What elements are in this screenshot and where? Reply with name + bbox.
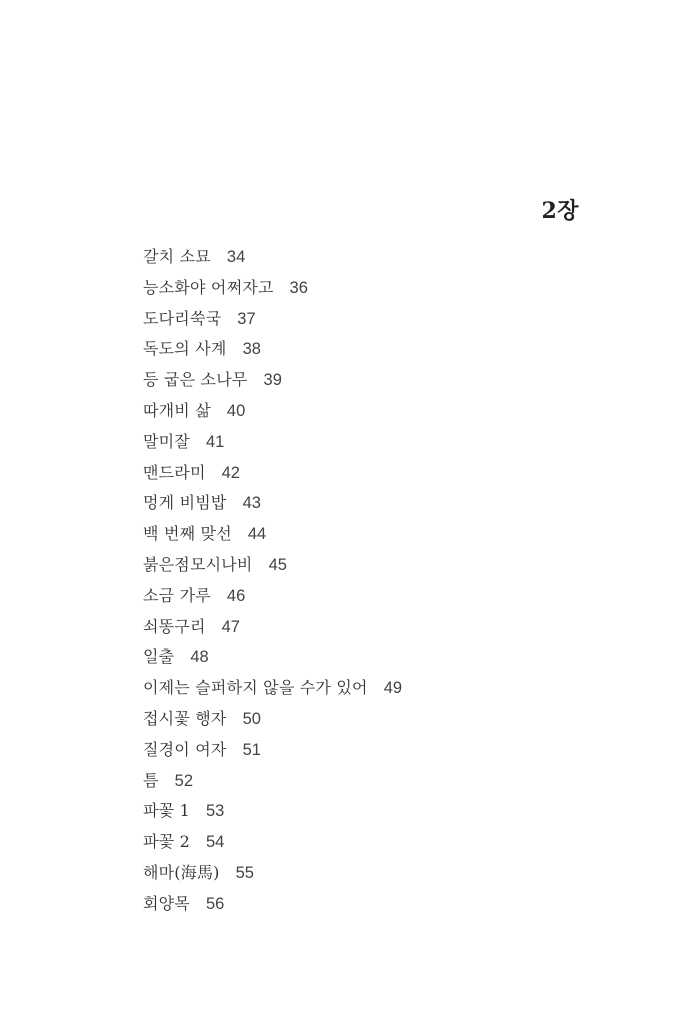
- toc-entry: [143, 766, 402, 797]
- toc-entry-title: 이제는 슬퍼하지 않을 수가 있어: [143, 678, 368, 698]
- toc-entry-title: 맨드라미: [143, 462, 206, 482]
- toc-entry-title: 쇠똥구리: [143, 616, 206, 636]
- table-of-contents: [143, 242, 402, 920]
- toc-entry: [143, 889, 402, 920]
- toc-entry-title: 붉은점모시나비: [143, 554, 253, 574]
- toc-entry-title: 멍게 비빔밥: [143, 493, 227, 513]
- toc-entry: [143, 642, 402, 673]
- toc-entry: [143, 796, 402, 827]
- toc-entry-page: 38: [242, 340, 261, 359]
- toc-entry-title: 독도의 사계: [143, 339, 227, 359]
- toc-entry: [143, 612, 402, 643]
- toc-entry: [143, 334, 402, 365]
- toc-entry-page: 51: [242, 740, 261, 759]
- toc-entry-page: 39: [263, 371, 282, 390]
- toc-entry: [143, 458, 402, 489]
- toc-entry-title: 해마(海馬): [143, 862, 220, 882]
- toc-entry-title: 말미잘: [143, 431, 190, 451]
- toc-entry-title: 회양목: [143, 893, 190, 913]
- toc-entry-page: 48: [190, 648, 209, 667]
- toc-entry: [143, 858, 402, 889]
- toc-entry-page: 36: [289, 278, 308, 297]
- toc-entry-page: 42: [221, 463, 240, 482]
- toc-entry-title: 백 번째 맞선: [143, 524, 232, 544]
- toc-entry-title: 도다리쑥국: [143, 308, 222, 328]
- toc-entry-title: 파꽃 2: [143, 832, 190, 852]
- toc-entry-page: 44: [247, 525, 267, 544]
- toc-entry-title: 따개비 삶: [143, 400, 211, 420]
- toc-entry-page: 46: [226, 586, 246, 605]
- toc-entry-page: 47: [221, 617, 240, 636]
- toc-entry-page: 52: [174, 771, 194, 790]
- toc-entry-page: 45: [268, 555, 287, 574]
- toc-entry-title: 틈: [143, 770, 159, 790]
- toc-entry-page: 40: [226, 401, 246, 420]
- toc-entry-title: 소금 가루: [143, 585, 211, 605]
- toc-entry: [143, 488, 402, 519]
- toc-entry-page: 55: [235, 863, 254, 882]
- toc-entry-page: 43: [242, 494, 261, 513]
- toc-entry-page: 54: [205, 833, 225, 852]
- toc-entry: [143, 735, 402, 766]
- toc-entry-page: 49: [383, 679, 403, 698]
- toc-entry: [143, 273, 402, 304]
- toc-entry: [143, 519, 402, 550]
- toc-entry-page: 34: [226, 248, 246, 266]
- toc-entry-title: 파꽃 1: [143, 801, 190, 821]
- toc-entry: [143, 581, 402, 612]
- toc-entry: [143, 704, 402, 735]
- toc-entry-page: 53: [205, 802, 225, 821]
- toc-entry-page: 37: [237, 309, 256, 328]
- toc-entry: [143, 827, 402, 858]
- toc-entry: [143, 304, 402, 335]
- chapter-title: 2장: [541, 198, 579, 224]
- toc-entry-title: 접시꽃 행자: [143, 708, 227, 728]
- toc-entry: [143, 427, 402, 458]
- toc-entry-title: 등 굽은 소나무: [143, 370, 248, 390]
- toc-entry-title: 일출: [143, 647, 175, 667]
- toc-entry: [143, 550, 402, 581]
- toc-entry-page: 50: [242, 709, 261, 728]
- toc-entry-title: 능소화야 어쩌자고: [143, 277, 274, 297]
- toc-entry-page: 56: [205, 894, 225, 913]
- toc-entry-title: 질경이 여자: [143, 739, 227, 759]
- toc-entry: [143, 396, 402, 427]
- toc-entry-title: 갈치 소묘: [143, 247, 211, 266]
- toc-entry: [143, 673, 402, 704]
- toc-entry: [143, 242, 402, 273]
- toc-entry: [143, 365, 402, 396]
- toc-entry-page: 41: [205, 432, 225, 451]
